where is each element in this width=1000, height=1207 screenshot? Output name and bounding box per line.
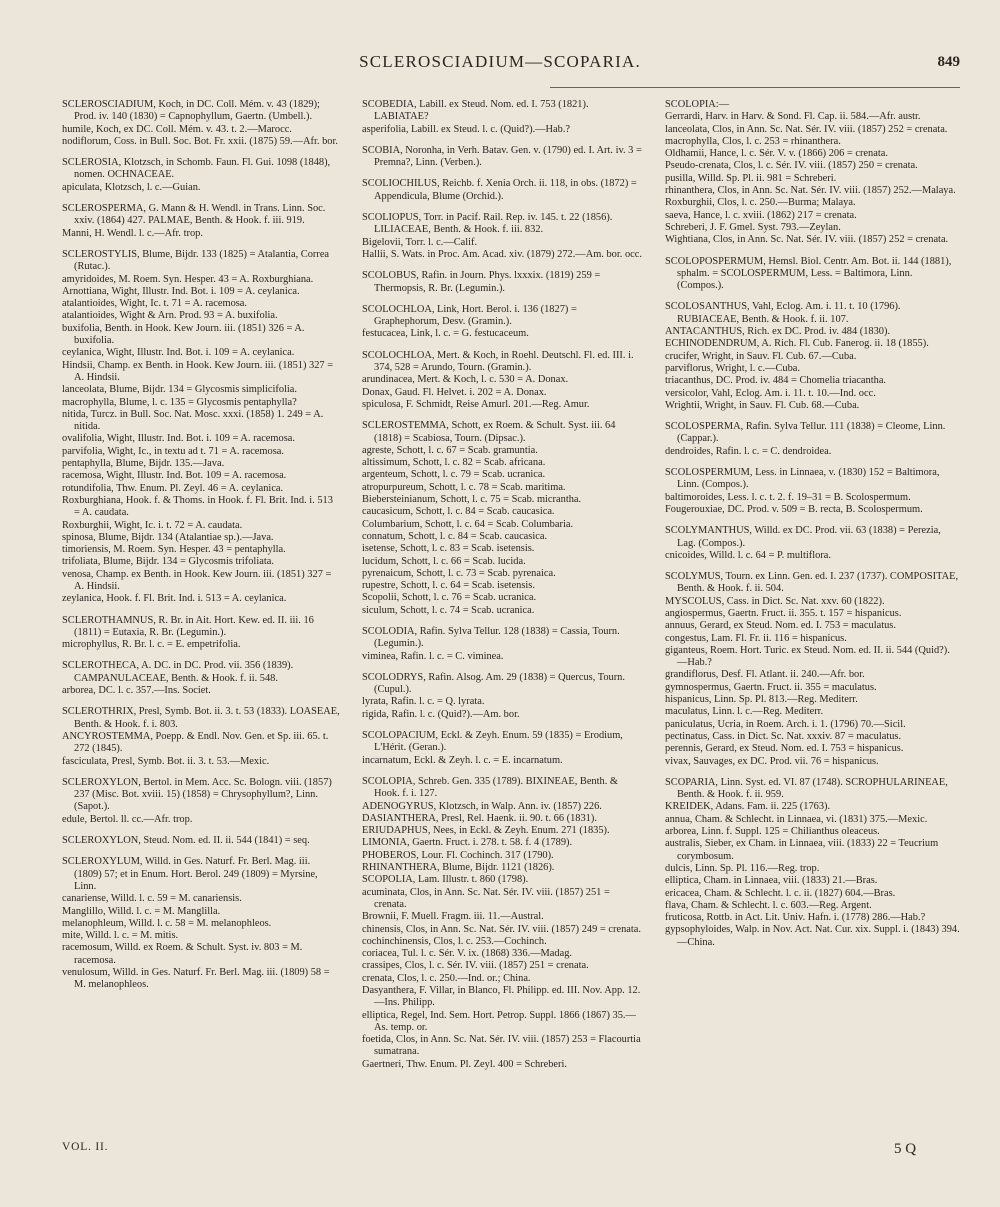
entry-headline: SCOLOSPERMA, Rafin. Sylva Tellur. 111 (1838) = Cleome, Linn. (Cappar.). <box>665 421 946 445</box>
index-entry <box>362 350 644 411</box>
index-entry <box>362 270 644 295</box>
entry-line: Roxburghiana, Hook. f. & Thoms. in Hook. f. Fl. Brit. Ind. i. 513 = A. caudata. <box>62 494 333 519</box>
entry-line: argenteum, Schott, l. c. 79 = Scab. ucranica. <box>362 469 546 481</box>
entry-headline: SCOLYMUS, Tourn. ex Linn. Gen. ed. I. 237 (1737). COMPOSITAE, Benth. & Hook. f. ii. 504. <box>665 571 959 595</box>
running-head: SCLEROSCIADIUM—SCOPARIA. <box>359 52 641 71</box>
entry-line: amyridoides, M. Roem. Syn. Hesper. 43 = A. Roxburghiana. <box>62 273 314 285</box>
entry-headline: SCOLOCHLOA, Link, Hort. Berol. i. 136 (1827) = Graphephorum, Desv. (Gramin.). <box>362 303 577 328</box>
entry-line: acuminata, Clos, in Ann. Sc. Nat. Sér. IV. viii. (1857) 251 = crenata. <box>362 886 610 910</box>
entry-headline: SCLEROXYLON, Bertol. in Mem. Acc. Sc. Bologn. viii. (1857) 237 (Misc. Bot. xviii. 15) (1858) = Chrysophyllum?, Linn. (Sapot.). <box>62 776 332 813</box>
entry-line: venulosum, Willd. in Ges. Naturf. Fr. Berl. Mag. iii. (1809) 58 = M. melanophleos. <box>62 967 330 991</box>
index-entry <box>362 672 644 721</box>
index-entry <box>665 571 960 768</box>
index-entry <box>665 256 960 293</box>
entry-line: SCOPOLIA, Lam. Illustr. t. 860 (1798). <box>362 874 529 886</box>
index-entry <box>362 304 644 341</box>
entry-line: foetida, Clos, in Ann. Sc. Nat. Sér. IV. viii. (1857) 253 = Flacourtia sumatrana. <box>362 1034 641 1058</box>
entry-line: nitida, Turcz. in Bull. Soc. Nat. Mosc. xxxi. (1858) 1. 249 = A. nitida. <box>62 408 324 433</box>
entry-line: Wrightii, Wright, in Sauv. Fl. Cub. 68.—Cuba. <box>665 399 860 411</box>
entry-line: racemosa, Wight, Illustr. Ind. Bot. 109 = A. racemosa. <box>62 470 287 482</box>
entry-line: angiospermus, Gaertn. Fruct. ii. 355. t. 157 = hispanicus. <box>665 607 902 619</box>
entry-line: arundinacea, Mert. & Koch, l. c. 530 = A. Donax. <box>362 374 569 386</box>
index-entry <box>362 626 644 663</box>
entry-headline: SCOLOCHLOA, Mert. & Koch, in Roehl. Deutschl. Fl. ed. III. i. 374, 528 = Arundo, Tourn. (Gramin.). <box>362 349 634 374</box>
entry-line: chinensis, Clos, in Ann. Sc. Nat. Sér. IV. viii. (1857) 249 = crenata. <box>362 923 641 935</box>
entry-line: rigida, Rafin. l. c. (Quid?).—Am. bor. <box>362 708 520 720</box>
index-entry <box>362 212 644 261</box>
entry-line: zeylanica, Hook. f. Fl. Brit. Ind. i. 513 = A. ceylanica. <box>62 593 287 605</box>
entry-line: gypsophyloides, Walp. in Nov. Act. Nat. Cur. xix. Suppl. i. (1843) 394.—China. <box>665 924 960 948</box>
entry-line: nodiflorum, Coss. in Bull. Soc. Bot. Fr. xxii. (1875) 59.—Afr. bor. <box>62 135 338 147</box>
entry-line: RHINANTHERA, Blume, Bijdr. 1121 (1826). <box>362 862 555 874</box>
entry-line: annua, Cham. & Schlecht. in Linnaea, vi. (1831) 375.—Mexic. <box>665 813 928 825</box>
entry-line: triacanthus, DC. Prod. iv. 484 = Chomelia triacantha. <box>665 375 887 387</box>
entry-line: perennis, Gerard, ex Steud. Nom. ed. I. 753 = hispanicus. <box>665 743 904 755</box>
entry-line: Arnottiana, Wight, Illustr. Ind. Bot. i. 109 = A. ceylanica. <box>62 285 300 297</box>
entry-line: isetense, Schott, l. c. 83 = Scab. isetensis. <box>362 543 535 555</box>
entry-line: fasciculata, Presl, Symb. Bot. ii. 3. t. 53.—Mexic. <box>62 755 270 767</box>
index-entry <box>62 706 340 767</box>
entry-line: Scopolii, Schott, l. c. 76 = Scab. ucranica. <box>362 592 537 604</box>
index-entry <box>362 145 644 170</box>
entry-line: cochinchinensis, Clos, l. c. 253.—Cochinch. <box>362 935 547 947</box>
entry-line: maculatus, Linn. l. c.—Reg. Mediterr. <box>665 706 824 718</box>
entry-line: crenata, Clos, l. c. 250.—Ind. or.; China. <box>362 972 531 984</box>
entry-line: Gerrardi, Harv. in Harv. & Sond. Fl. Cap. ii. 584.—Afr. austr. <box>665 111 921 123</box>
entry-line: LIMONIA, Gaertn. Fruct. i. 278. t. 58. f. 4 (1789). <box>362 837 573 849</box>
entry-line: pectinatus, Cass. in Dict. Sc. Nat. xxxiv. 87 = maculatus. <box>665 730 902 742</box>
entry-line: mite, Willd. l. c. = M. mitis. <box>62 930 179 942</box>
entry-headline: SCOLOBUS, Rafin. in Journ. Phys. lxxxix. (1819) 259 = Thermopsis, R. Br. (Legumin.). <box>362 270 601 294</box>
entry-line: lanceolata, Blume, Bijdr. 134 = Glycosmis simplicifolia. <box>62 384 297 396</box>
entry-line: rhinanthera, Clos, in Ann. Sc. Nat. Sér. IV. viii. (1857) 252.—Malaya. <box>665 185 956 197</box>
page-number: 849 <box>937 54 960 70</box>
entry-headline: SCOLOPIA, Schreb. Gen. 335 (1789). BIXINEAE, Benth. & Hook. f. i. 127. <box>362 775 618 800</box>
entry-headline: SCOLODIA, Rafin. Sylva Tellur. 128 (1838) = Cassia, Tourn. (Legumin.). <box>362 625 620 650</box>
index-entry <box>362 776 644 1071</box>
index-entry <box>62 856 340 991</box>
entry-line: rupestre, Schott, l. c. 64 = Scab. isetensis. <box>362 580 535 592</box>
entry-line: grandiflorus, Desf. Fl. Atlant. ii. 240.—Afr. bor. <box>665 669 865 681</box>
entry-line: melanophleum, Willd. l. c. 58 = M. melanophleos. <box>62 917 272 929</box>
entry-line: parviflorus, Wright, l. c.—Cuba. <box>665 362 801 374</box>
entry-line: elliptica, Cham. in Linnaea, viii. (1833) 21.—Bras. <box>665 875 878 887</box>
page-header <box>0 52 1000 80</box>
entry-headline: SCLEROTHRIX, Presl, Symb. Bot. ii. 3. t. 53 (1833). LOASEAE, Benth. & Hook. f. i. 803. <box>62 706 340 730</box>
entry-line: rotundifolia, Thw. Enum. Pl. Zeyl. 46 = A. ceylanica. <box>62 482 284 494</box>
entry-line: Fougerouxiae, DC. Prod. v. 509 = B. recta, B. Scolospermum. <box>665 503 923 515</box>
entry-line: siculum, Schott, l. c. 74 = Scab. ucranica. <box>362 604 535 616</box>
entry-line: elliptica, Regel, Ind. Sem. Hort. Petrop. Suppl. 1866 (1867) 35.—As. temp. or. <box>362 1009 636 1033</box>
index-entry <box>62 203 340 240</box>
entry-line: arborea, DC. l. c. 357.—Ins. Societ. <box>62 685 211 697</box>
entry-line: KREIDEK, Adans. Fam. ii. 225 (1763). <box>665 801 831 813</box>
entry-line: caucasicum, Schott, l. c. 84 = Scab. caucasica. <box>362 506 555 518</box>
entry-line: Oldhamii, Hance, l. c. Sér. V. v. (1866) 206 = crenata. <box>665 148 888 160</box>
entry-line: DASIANTHERA, Presl, Rel. Haenk. ii. 90. t. 66 (1831). <box>362 812 597 824</box>
entry-line: Hindsii, Champ. ex Benth. in Hook. Kew Journ. iii. (1851) 327 = A. Hindsii. <box>62 359 334 383</box>
entry-headline: SCLEROSTYLIS, Blume, Bijdr. 133 (1825) = Atalantia, Correa (Rutac.). <box>62 248 330 273</box>
entry-headline: SCOPARIA, Linn. Syst. ed. VI. 87 (1748). SCROPHULARINEAE, Benth. & Hook. f. ii. 959. <box>665 776 948 801</box>
entry-line: Hallii, S. Wats. in Proc. Am. Acad. xiv. (1879) 272.—Am. bor. occ. <box>362 248 642 260</box>
entry-line: edule, Bertol. ll. cc.—Afr. trop. <box>62 813 193 825</box>
entry-line: canariense, Willd. l. c. 59 = M. canariensis. <box>62 893 242 905</box>
entry-line: flava, Cham. & Schlecht. l. c. 603.—Reg. Argent. <box>665 899 872 911</box>
entry-headline: SCOBEDIA, Labill. ex Steud. Nom. ed. I. 753 (1821). LABIATAE? <box>362 99 589 123</box>
entry-line: vivax, Sauvages, ex DC. Prod. vii. 76 = hispanicus. <box>665 755 879 767</box>
entry-line: Wightiana, Clos, in Ann. Sc. Nat. Sér. IV. viii. (1857) 252 = crenata. <box>665 234 949 246</box>
index-entry <box>62 157 340 194</box>
index-entry <box>62 777 340 826</box>
entry-line: agreste, Schott, l. c. 67 = Scab. gramuntia. <box>362 444 538 456</box>
entry-line: hispanicus, Linn. Sp. Pl. 813.—Reg. Mediterr. <box>665 694 858 706</box>
entry-line: MYSCOLUS, Cass. in Dict. Sc. Nat. xxv. 60 (1822). <box>665 595 885 607</box>
entry-line: crassipes, Clos, l. c. Sér. IV. viii. (1857) 251 = crenata. <box>362 960 589 972</box>
entry-line: ECHINODENDRUM, A. Rich. Fl. Cub. Fanerog. ii. 18 (1855). <box>665 338 929 350</box>
entry-headline: SCLEROSIA, Klotzsch, in Schomb. Faun. Fl. Gui. 1098 (1848), nomen. OCHNACEAE. <box>62 157 331 181</box>
entry-line: congestus, Lam. Fl. Fr. ii. 116 = hispanicus. <box>665 632 847 644</box>
entry-headline: SCLEROSPERMA, G. Mann & H. Wendl. in Trans. Linn. Soc. xxiv. (1864) 427. PALMAE, Benth. & Hook. f. iii. 919. <box>62 203 326 227</box>
entry-headline: SCOLOPACIUM, Eckl. & Zeyh. Enum. 59 (1835) = Erodium, L'Hérit. (Geran.). <box>362 730 623 754</box>
entry-line: trifoliata, Blume, Bijdr. 134 = Glycosmis trifoliata. <box>62 556 274 568</box>
entry-line: lyrata, Rafin. l. c. = Q. lyrata. <box>362 696 485 708</box>
entry-headline: SCOLOPOSPERMUM, Hemsl. Biol. Centr. Am. Bot. ii. 144 (1881), sphalm. = SCOLOSPERMUM, Less. = Baltimora, Linn. (Compos.). <box>665 255 952 292</box>
entry-line: ceylanica, Wight, Illustr. Ind. Bot. i. 109 = A. ceylanica. <box>62 347 295 359</box>
entry-line: coriacea, Tul. l. c. Sér. V. ix. (1868) 336.—Madag. <box>362 948 573 960</box>
index-entry <box>62 99 340 148</box>
entry-line: lucidum, Schott, l. c. 66 = Scab. lucida. <box>362 555 526 567</box>
entry-line: ERIUDAPHUS, Nees, in Eckl. & Zeyh. Enum. 271 (1835). <box>362 825 610 837</box>
column-left <box>62 99 340 1001</box>
entry-headline: SCLEROSCIADIUM, Koch, in DC. Coll. Mém. v. 43 (1829); Prod. iv. 140 (1830) = Capnophyllum, Gaertn. (Umbell.). <box>62 99 320 123</box>
entry-headline: SCLEROTHAMNUS, R. Br. in Ait. Hort. Kew. ed. II. iii. 16 (1811) = Eutaxia, R. Br. (Legumin.). <box>62 614 314 638</box>
entry-line: connatum, Schott, l. c. 84 = Scab. caucasica. <box>362 530 548 542</box>
entry-line: Donax, Gaud. Fl. Helvet. i. 202 = A. Donax. <box>362 386 547 398</box>
entry-line: Gaertneri, Thw. Enum. Pl. Zeyl. 400 = Schreberi. <box>362 1058 567 1070</box>
entry-line: ericacea, Cham. & Schlecht. l. c. ii. (1827) 604.—Bras. <box>665 887 896 899</box>
entry-line: Schreberi, J. F. Gmel. Syst. 793.—Zeylan. <box>665 221 841 233</box>
entry-line: asperifolia, Labill. ex Steud. l. c. (Quid?).—Hab.? <box>362 123 571 135</box>
entry-headline: SCOLYMANTHUS, Willd. ex DC. Prod. vii. 63 (1838) = Perezia, Lag. (Compos.). <box>665 525 941 549</box>
entry-line: Biebersteinianum, Schott, l. c. 75 = Scab. micrantha. <box>362 494 582 506</box>
index-entry <box>665 777 960 949</box>
entry-line: Bigelovii, Torr. l. c.—Calif. <box>362 236 478 248</box>
entry-line: atalantioides, Wight, Ic. t. 71 = A. racemosa. <box>62 298 248 310</box>
entry-line: crucifer, Wright, in Sauv. Fl. Cub. 67.—Cuba. <box>665 350 857 362</box>
entry-line: versicolor, Vahl, Eclog. Am. i. 11. t. 10.—Ind. occ. <box>665 387 876 399</box>
entry-line: venosa, Champ. ex Benth. in Hook. Kew Journ. iii. (1851) 327 = A. Hindsii. <box>62 568 332 592</box>
entry-headline: SCLEROXYLUM, Willd. in Ges. Naturf. Fr. Berl. Mag. iii. (1809) 57; et in Enum. Hort. Berol. 249 (1809) = Myrsine, Linn. <box>62 856 318 892</box>
index-entry <box>62 835 340 847</box>
entry-line: gymnospermus, Gaertn. Fruct. ii. 355 = maculatus. <box>665 681 877 693</box>
entry-line: ovalifolia, Wight, Illustr. Ind. Bot. i. 109 = A. racemosa. <box>62 433 295 445</box>
entry-line: paniculatus, Ucria, in Roem. Arch. i. 1. (1796) 70.—Sicil. <box>665 718 906 730</box>
column-right <box>665 99 960 958</box>
entry-line: timoriensis, M. Roem. Syn. Hesper. 43 = pentaphylla. <box>62 544 286 556</box>
entry-line: racemosum, Willd. ex Roem. & Schult. Syst. iv. 803 = M. racemosa. <box>62 942 303 966</box>
entry-line: Manni, H. Wendl. l. c.—Afr. trop. <box>62 227 203 239</box>
entry-line: Manglillo, Willd. l. c. = M. Manglilla. <box>62 905 221 917</box>
index-entry <box>362 420 644 617</box>
entry-line: apiculata, Klotzsch, l. c.—Guian. <box>62 181 201 193</box>
entry-line: pentaphylla, Blume, Bijdr. 135.—Java. <box>62 458 225 470</box>
index-entry <box>62 660 340 697</box>
index-entry <box>62 615 340 652</box>
entry-line: pyrenaicum, Schott, l. c. 73 = Scab. pyrenaica. <box>362 567 556 579</box>
index-entry <box>362 99 644 136</box>
entry-line: microphyllus, R. Br. l. c. = E. empetrifolia. <box>62 639 241 651</box>
entry-line: australis, Sieber, ex Cham. in Linnaea, viii. (1833) 22 = Teucrium corymbosum. <box>665 838 939 862</box>
index-entry <box>665 525 960 562</box>
entry-line: lanceolata, Clos, in Ann. Sc. Nat. Sér. IV. viii. (1857) 252 = crenata. <box>665 123 948 135</box>
entry-line: macrophylla, Clos, l. c. 253 = rhinanthera. <box>665 135 841 147</box>
entry-line: ADENOGYRUS, Klotzsch, in Walp. Ann. iv. (1857) 226. <box>362 800 602 812</box>
entry-line: spiculosa, F. Schmidt, Reise Amurl. 201.—Reg. Amur. <box>362 398 590 410</box>
entry-line: festucacea, Link, l. c. = G. festucaceum. <box>362 328 529 340</box>
entry-line: atropurpureum, Schott, l. c. 78 = Scab. maritima. <box>362 481 566 493</box>
entry-line: Brownii, F. Muell. Fragm. iii. 11.—Austral. <box>362 911 544 923</box>
entry-line: PHOBEROS, Lour. Fl. Cochinch. 317 (1790). <box>362 849 554 861</box>
entry-headline: SCOLIOPUS, Torr. in Pacif. Rail. Rep. iv. 145. t. 22 (1856). LILIACEAE, Benth. & Hook. f. iii. 832. <box>362 212 613 236</box>
index-entry <box>362 730 644 767</box>
volume-label: VOL. II. <box>62 1141 109 1153</box>
entry-line: dendroides, Rafin. l. c. = C. dendroidea. <box>665 445 832 457</box>
entry-line: humile, Koch, ex DC. Coll. Mém. v. 43. t. 2.—Marocc. <box>62 123 292 135</box>
entry-line: ANCYROSTEMMA, Poepp. & Endl. Nov. Gen. et Sp. iii. 65. t. 272 (1845). <box>62 730 329 755</box>
entry-line: spinosa, Blume, Bijdr. 134 (Atalantiae sp.).—Java. <box>62 531 274 543</box>
entry-line: buxifolia, Benth. in Hook. Kew Journ. iii. (1851) 326 = A. buxifolia. <box>62 322 305 347</box>
entry-line: annuus, Gerard, ex Steud. Nom. ed. I. 753 = maculatus. <box>665 620 896 632</box>
entry-line: incarnatum, Eckl. & Zeyh. l. c. = E. incarnatum. <box>362 754 563 766</box>
entry-line: baltimoroides, Less. l. c. t. 2. f. 19–31 = B. Scolospermum. <box>665 491 911 503</box>
header-rule <box>550 87 960 88</box>
index-entry <box>665 99 960 247</box>
entry-line: atalantioides, Wight & Arn. Prod. 93 = A. buxifolia. <box>62 310 278 322</box>
entry-line: arborea, Linn. f. Suppl. 125 = Chilianthus oleaceus. <box>665 826 880 838</box>
column-middle <box>362 99 644 1080</box>
entry-line: Roxburghii, Wight, Ic. i. t. 72 = A. caudata. <box>62 519 243 531</box>
index-entry <box>362 178 644 203</box>
entry-line: Dasyanthera, F. Villar, in Blanco, Fl. Philipp. ed. III. Nov. App. 12.—Ins. Philipp. <box>362 985 641 1009</box>
entry-line: parvifolia, Wight, Ic., in textu ad t. 71 = A. racemosa. <box>62 445 284 457</box>
index-entry <box>665 421 960 458</box>
entry-line: viminea, Rafin. l. c. = C. viminea. <box>362 650 504 662</box>
entry-line: giganteus, Roem. Hort. Turic. ex Steud. Nom. ed. II. ii. 544 (Quid?).—Hab.? <box>665 644 950 669</box>
entry-headline: SCLEROTHECA, A. DC. in DC. Prod. vii. 356 (1839). CAMPANULACEAE, Benth. & Hook. f. ii. 548. <box>62 660 294 684</box>
index-entry <box>62 249 340 606</box>
entry-line: saeva, Hance, l. c. xviii. (1862) 217 = crenata. <box>665 209 857 221</box>
entry-headline: SCOLOSPERMUM, Less. in Linnaea, v. (1830) 152 = Baltimora, Linn. (Compos.). <box>665 467 940 491</box>
entry-line: Columbarium, Schott, l. c. 64 = Scab. Columbaria. <box>362 518 574 530</box>
entry-line: pusilla, Willd. Sp. Pl. ii. 981 = Schreberi. <box>665 172 837 184</box>
entry-headline: SCOBIA, Noronha, in Verh. Batav. Gen. v. (1790) ed. I. Art. iv. 3 = Premna?, Linn. (Verben.). <box>362 144 642 169</box>
entry-line: cnicoides, Willd. l. c. 64 = P. multiflora. <box>665 549 831 561</box>
index-entry <box>665 467 960 516</box>
signature-mark: 5 Q <box>894 1141 917 1157</box>
entry-headline: SCOLOPIA:— <box>665 99 730 110</box>
entry-headline: SCOLIOCHILUS, Reichb. f. Xenia Orch. ii. 118, in obs. (1872) = Appendicula, Blume (Orchid.). <box>362 178 637 202</box>
index-entry <box>665 301 960 412</box>
entry-headline: SCOLOSANTHUS, Vahl, Eclog. Am. i. 11. t. 10 (1796). RUBIACEAE, Benth. & Hook. f. ii. 107. <box>665 301 901 325</box>
entry-headline: SCLEROXYLON, Steud. Nom. ed. II. ii. 544 (1841) = seq. <box>62 835 310 847</box>
entry-line: Roxburghii, Clos, l. c. 250.—Burma; Malaya. <box>665 197 856 209</box>
entry-headline: SCLEROSTEMMA, Schott, ex Roem. & Schult. Syst. iii. 64 (1818) = Scabiosa, Tourn. (Dipsac.). <box>362 420 616 444</box>
entry-line: dulcis, Linn. Sp. Pl. 116.—Reg. trop. <box>665 862 820 874</box>
entry-line: ANTACANTHUS, Rich. ex DC. Prod. iv. 484 (1830). <box>665 326 891 338</box>
entry-line: altissimum, Schott, l. c. 82 = Scab. africana. <box>362 457 546 469</box>
entry-line: fruticosa, Rottb. in Act. Lit. Univ. Hafn. i. (1778) 286.—Hab.? <box>665 912 926 924</box>
entry-line: macrophylla, Blume, l. c. 135 = Glycosmis pentaphylla? <box>62 396 297 408</box>
entry-line: Pseudo-crenata, Clos, l. c. Sér. IV. viii. (1857) 250 = crenata. <box>665 160 918 172</box>
entry-headline: SCOLODRYS, Rafin. Alsog. Am. 29 (1838) = Quercus, Tourn. (Cupul.). <box>362 671 625 696</box>
